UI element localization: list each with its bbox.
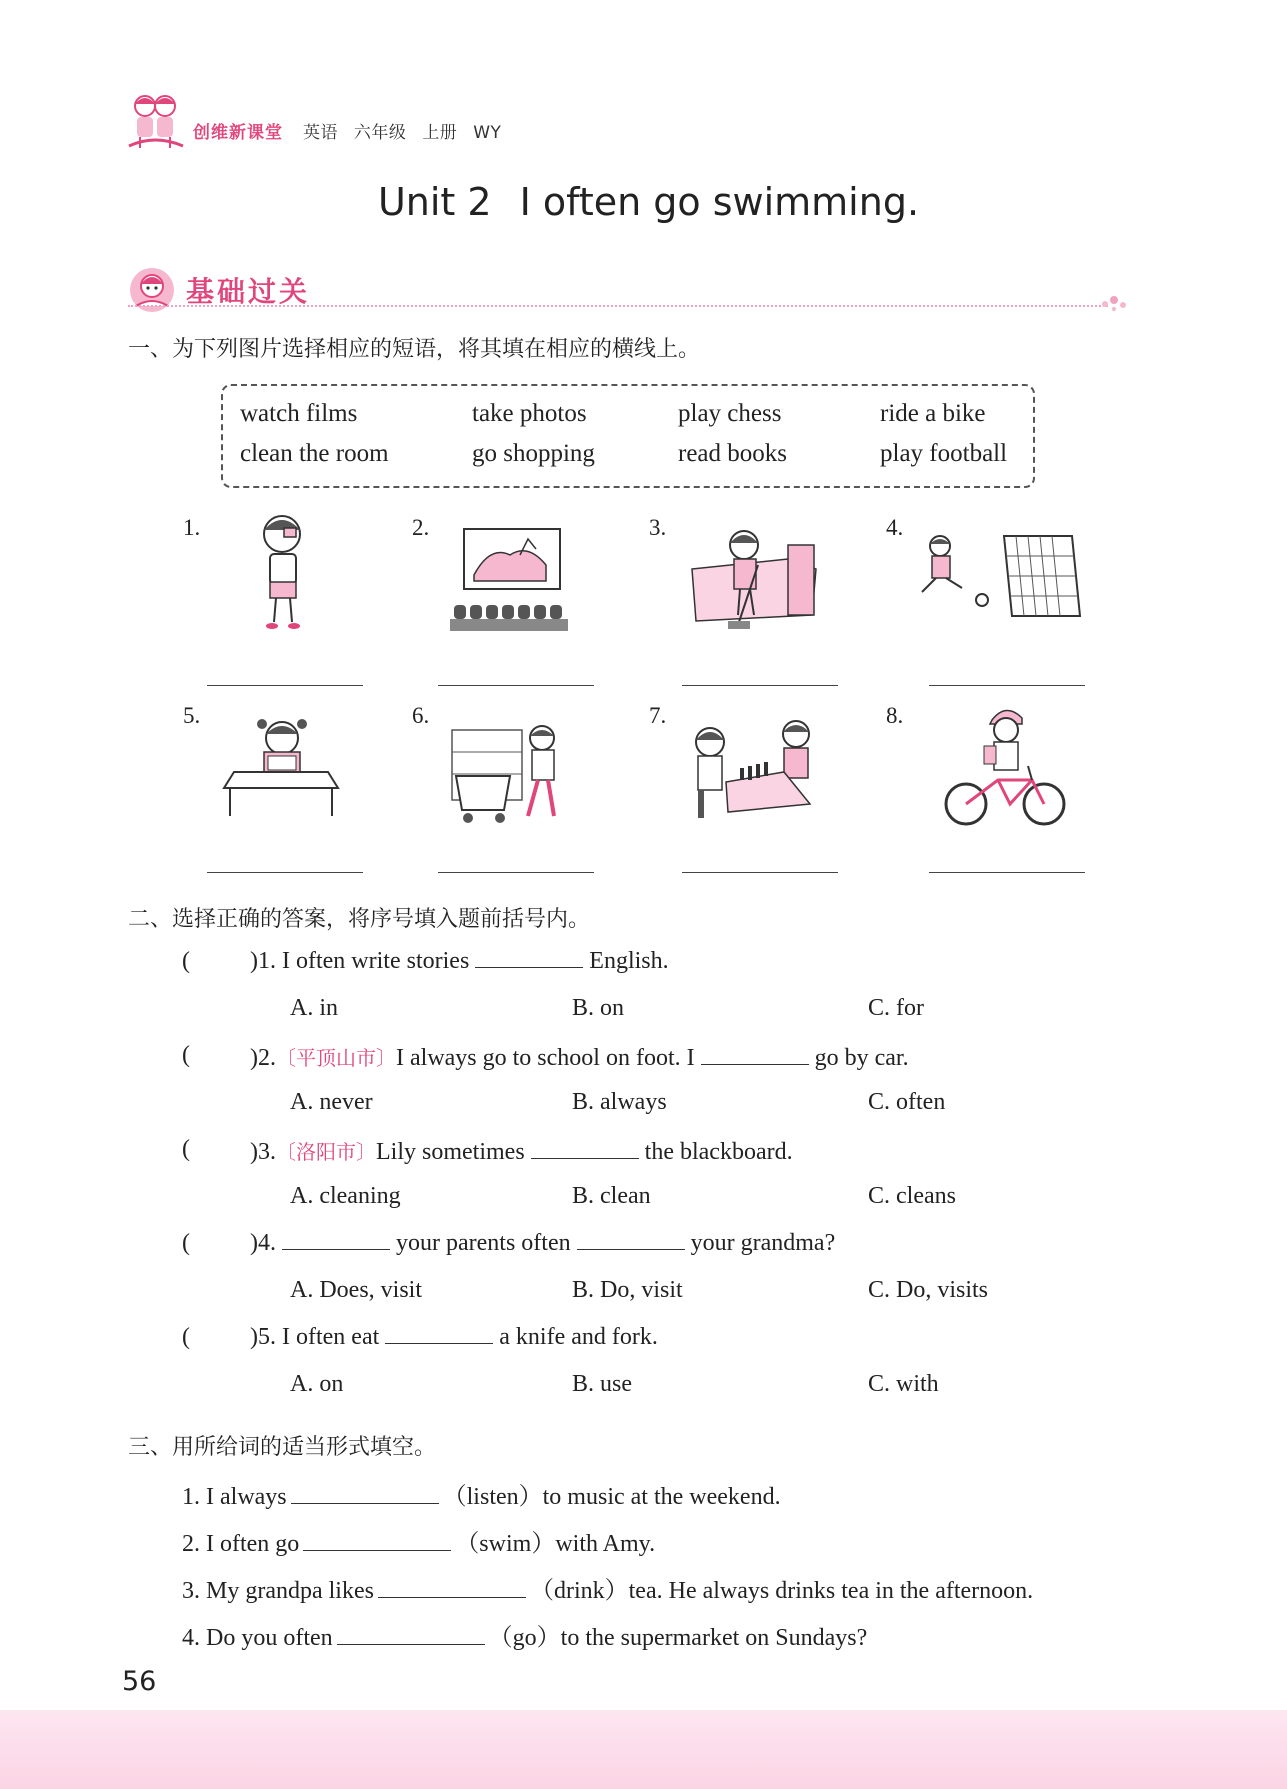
question-number: 3.: [258, 1139, 276, 1165]
answer-line[interactable]: [438, 685, 594, 686]
girl-reading-book-icon: [220, 712, 342, 820]
option-b[interactable]: B. use: [572, 1371, 632, 1397]
section-divider: [128, 305, 1108, 307]
question-text: I often write stories: [282, 948, 470, 974]
answer-paren-open[interactable]: (: [182, 948, 190, 974]
picture-number: 6.: [412, 703, 430, 728]
source-tag: 〔洛阳市〕: [276, 1140, 376, 1164]
answer-blank[interactable]: [531, 1140, 639, 1159]
answer-line[interactable]: [682, 685, 838, 686]
source-tag: 〔平顶山市〕: [276, 1046, 396, 1070]
question-stem: [250, 1042, 909, 1072]
answer-blank[interactable]: [337, 1626, 485, 1645]
book-info: [303, 118, 511, 143]
question-stem: [250, 1324, 658, 1351]
question-text: I always go to school on foot. I: [396, 1045, 695, 1071]
word-option: ride a bike: [880, 400, 986, 427]
answer-line[interactable]: [207, 872, 363, 873]
option-a[interactable]: A. on: [290, 1371, 344, 1397]
boy-playing-football-icon: [912, 530, 1084, 630]
question-stem: [250, 1230, 835, 1257]
unit-title: [0, 180, 1287, 224]
picture-number: 8.: [886, 703, 904, 728]
picture-number: 1.: [183, 515, 201, 540]
answer-blank[interactable]: [282, 1231, 390, 1250]
answer-paren-open[interactable]: (: [182, 1042, 190, 1068]
item-text: I often go: [206, 1531, 300, 1557]
grade-label: 六年级: [353, 123, 407, 143]
girl-riding-bike-icon: [944, 700, 1068, 830]
volume-label: 上册: [422, 123, 458, 143]
answer-paren-close: ): [250, 1045, 258, 1071]
item-text: tea. He always drinks tea in the afternoon.: [628, 1578, 1034, 1604]
word-option: watch films: [240, 400, 358, 427]
word-option: read books: [678, 440, 787, 467]
option-c[interactable]: C. cleans: [868, 1183, 956, 1209]
item-number: 4.: [182, 1625, 200, 1651]
fill-item: [182, 1570, 1033, 1605]
word-option: play chess: [678, 400, 782, 427]
boy-shopping-cart-icon: [450, 720, 574, 830]
question-text: go by car.: [814, 1045, 909, 1071]
answer-paren-close: ): [250, 1230, 258, 1256]
given-word: （drink）: [529, 1578, 629, 1604]
fill-item: [182, 1523, 655, 1558]
footer-band: [0, 1710, 1287, 1789]
word-option: go shopping: [472, 440, 595, 467]
option-a[interactable]: A. cleaning: [290, 1183, 401, 1209]
children-playing-chess-icon: [688, 712, 818, 824]
item-text: Do you often: [206, 1625, 333, 1651]
answer-paren-close: ): [250, 948, 258, 974]
brand-mascot-icon: [125, 90, 185, 154]
brand-name: 创维新课堂: [193, 123, 283, 143]
given-word: （listen）: [442, 1484, 543, 1510]
option-c[interactable]: C. with: [868, 1371, 939, 1397]
answer-paren-open[interactable]: (: [182, 1136, 190, 1162]
given-word: （go）: [488, 1625, 561, 1651]
answer-paren-close: ): [250, 1139, 258, 1165]
item-number: 1.: [182, 1484, 200, 1510]
question-text: the blackboard.: [644, 1139, 793, 1165]
item-text: to music at the weekend.: [542, 1484, 781, 1510]
question-text: English.: [589, 948, 669, 974]
question-text: a knife and fork.: [499, 1324, 658, 1350]
given-word: （swim）: [455, 1531, 556, 1557]
question-text: your parents often: [396, 1230, 571, 1256]
part1-heading: 一、为下列图片选择相应的短语，将其填在相应的横线上。: [128, 337, 701, 362]
answer-line[interactable]: [682, 872, 838, 873]
unit-number: Unit 2: [377, 180, 492, 224]
option-b[interactable]: B. clean: [572, 1183, 651, 1209]
section-banner-title: 基础过关: [186, 275, 311, 308]
question-text: your grandma?: [690, 1230, 836, 1256]
answer-line[interactable]: [929, 872, 1085, 873]
picture-number: 2.: [412, 515, 430, 540]
option-a[interactable]: A. Does, visit: [290, 1277, 422, 1303]
question-number: 2.: [258, 1045, 276, 1071]
subject-label: 英语: [303, 123, 338, 143]
item-text: to the supermarket on Sundays?: [560, 1625, 868, 1651]
question-number: 1.: [258, 948, 276, 974]
answer-blank[interactable]: [385, 1325, 493, 1344]
decorative-dots-icon: [1100, 294, 1130, 312]
picture-number: 3.: [649, 515, 667, 540]
question-number: 4.: [258, 1230, 276, 1256]
answer-line[interactable]: [438, 872, 594, 873]
word-option: play football: [880, 440, 1008, 467]
page-number: 56: [122, 1666, 157, 1697]
answer-line[interactable]: [207, 685, 363, 686]
answer-blank[interactable]: [378, 1579, 526, 1598]
answer-paren-open[interactable]: (: [182, 1230, 190, 1256]
option-b[interactable]: B. on: [572, 995, 625, 1021]
unit-title-text: I often go swimming.: [519, 180, 920, 224]
answer-blank[interactable]: [577, 1231, 685, 1250]
edition-label: WY: [473, 123, 502, 143]
word-option: clean the room: [240, 440, 389, 467]
option-c[interactable]: C. Do, visits: [868, 1277, 989, 1303]
cinema-watching-film-icon: [450, 525, 568, 633]
item-number: 3.: [182, 1578, 200, 1604]
girl-taking-photo-icon: [248, 510, 318, 635]
item-text: My grandpa likes: [206, 1578, 374, 1604]
item-number: 2.: [182, 1531, 200, 1557]
answer-paren-close: ): [250, 1324, 258, 1350]
part3-heading: 三、用所给词的适当形式填空。: [128, 1435, 437, 1460]
option-c[interactable]: C. for: [868, 995, 924, 1021]
fill-item: [182, 1617, 867, 1652]
question-text: Lily sometimes: [376, 1139, 525, 1165]
picture-number: 5.: [183, 703, 201, 728]
word-option: take photos: [472, 400, 587, 427]
option-b[interactable]: B. always: [572, 1089, 667, 1115]
picture-number: 7.: [649, 703, 667, 728]
option-b[interactable]: B. Do, visit: [572, 1277, 683, 1303]
picture-number: 4.: [886, 515, 904, 540]
question-text: I often eat: [282, 1324, 380, 1350]
answer-paren-open[interactable]: (: [182, 1324, 190, 1350]
option-a[interactable]: A. in: [290, 995, 338, 1021]
question-stem: [250, 948, 669, 975]
question-number: 5.: [258, 1324, 276, 1350]
answer-blank[interactable]: [303, 1532, 451, 1551]
fill-item: [182, 1476, 781, 1511]
girl-cleaning-room-icon: [688, 525, 820, 633]
question-stem: [250, 1136, 793, 1166]
item-text: with Amy.: [555, 1531, 656, 1557]
part2-heading: 二、选择正确的答案，将序号填入题前括号内。: [128, 907, 591, 932]
answer-line[interactable]: [929, 685, 1085, 686]
answer-blank[interactable]: [701, 1046, 809, 1065]
item-text: I always: [206, 1484, 287, 1510]
option-a[interactable]: A. never: [290, 1089, 373, 1115]
answer-blank[interactable]: [291, 1485, 439, 1504]
option-c[interactable]: C. often: [868, 1089, 946, 1115]
answer-blank[interactable]: [475, 949, 583, 968]
